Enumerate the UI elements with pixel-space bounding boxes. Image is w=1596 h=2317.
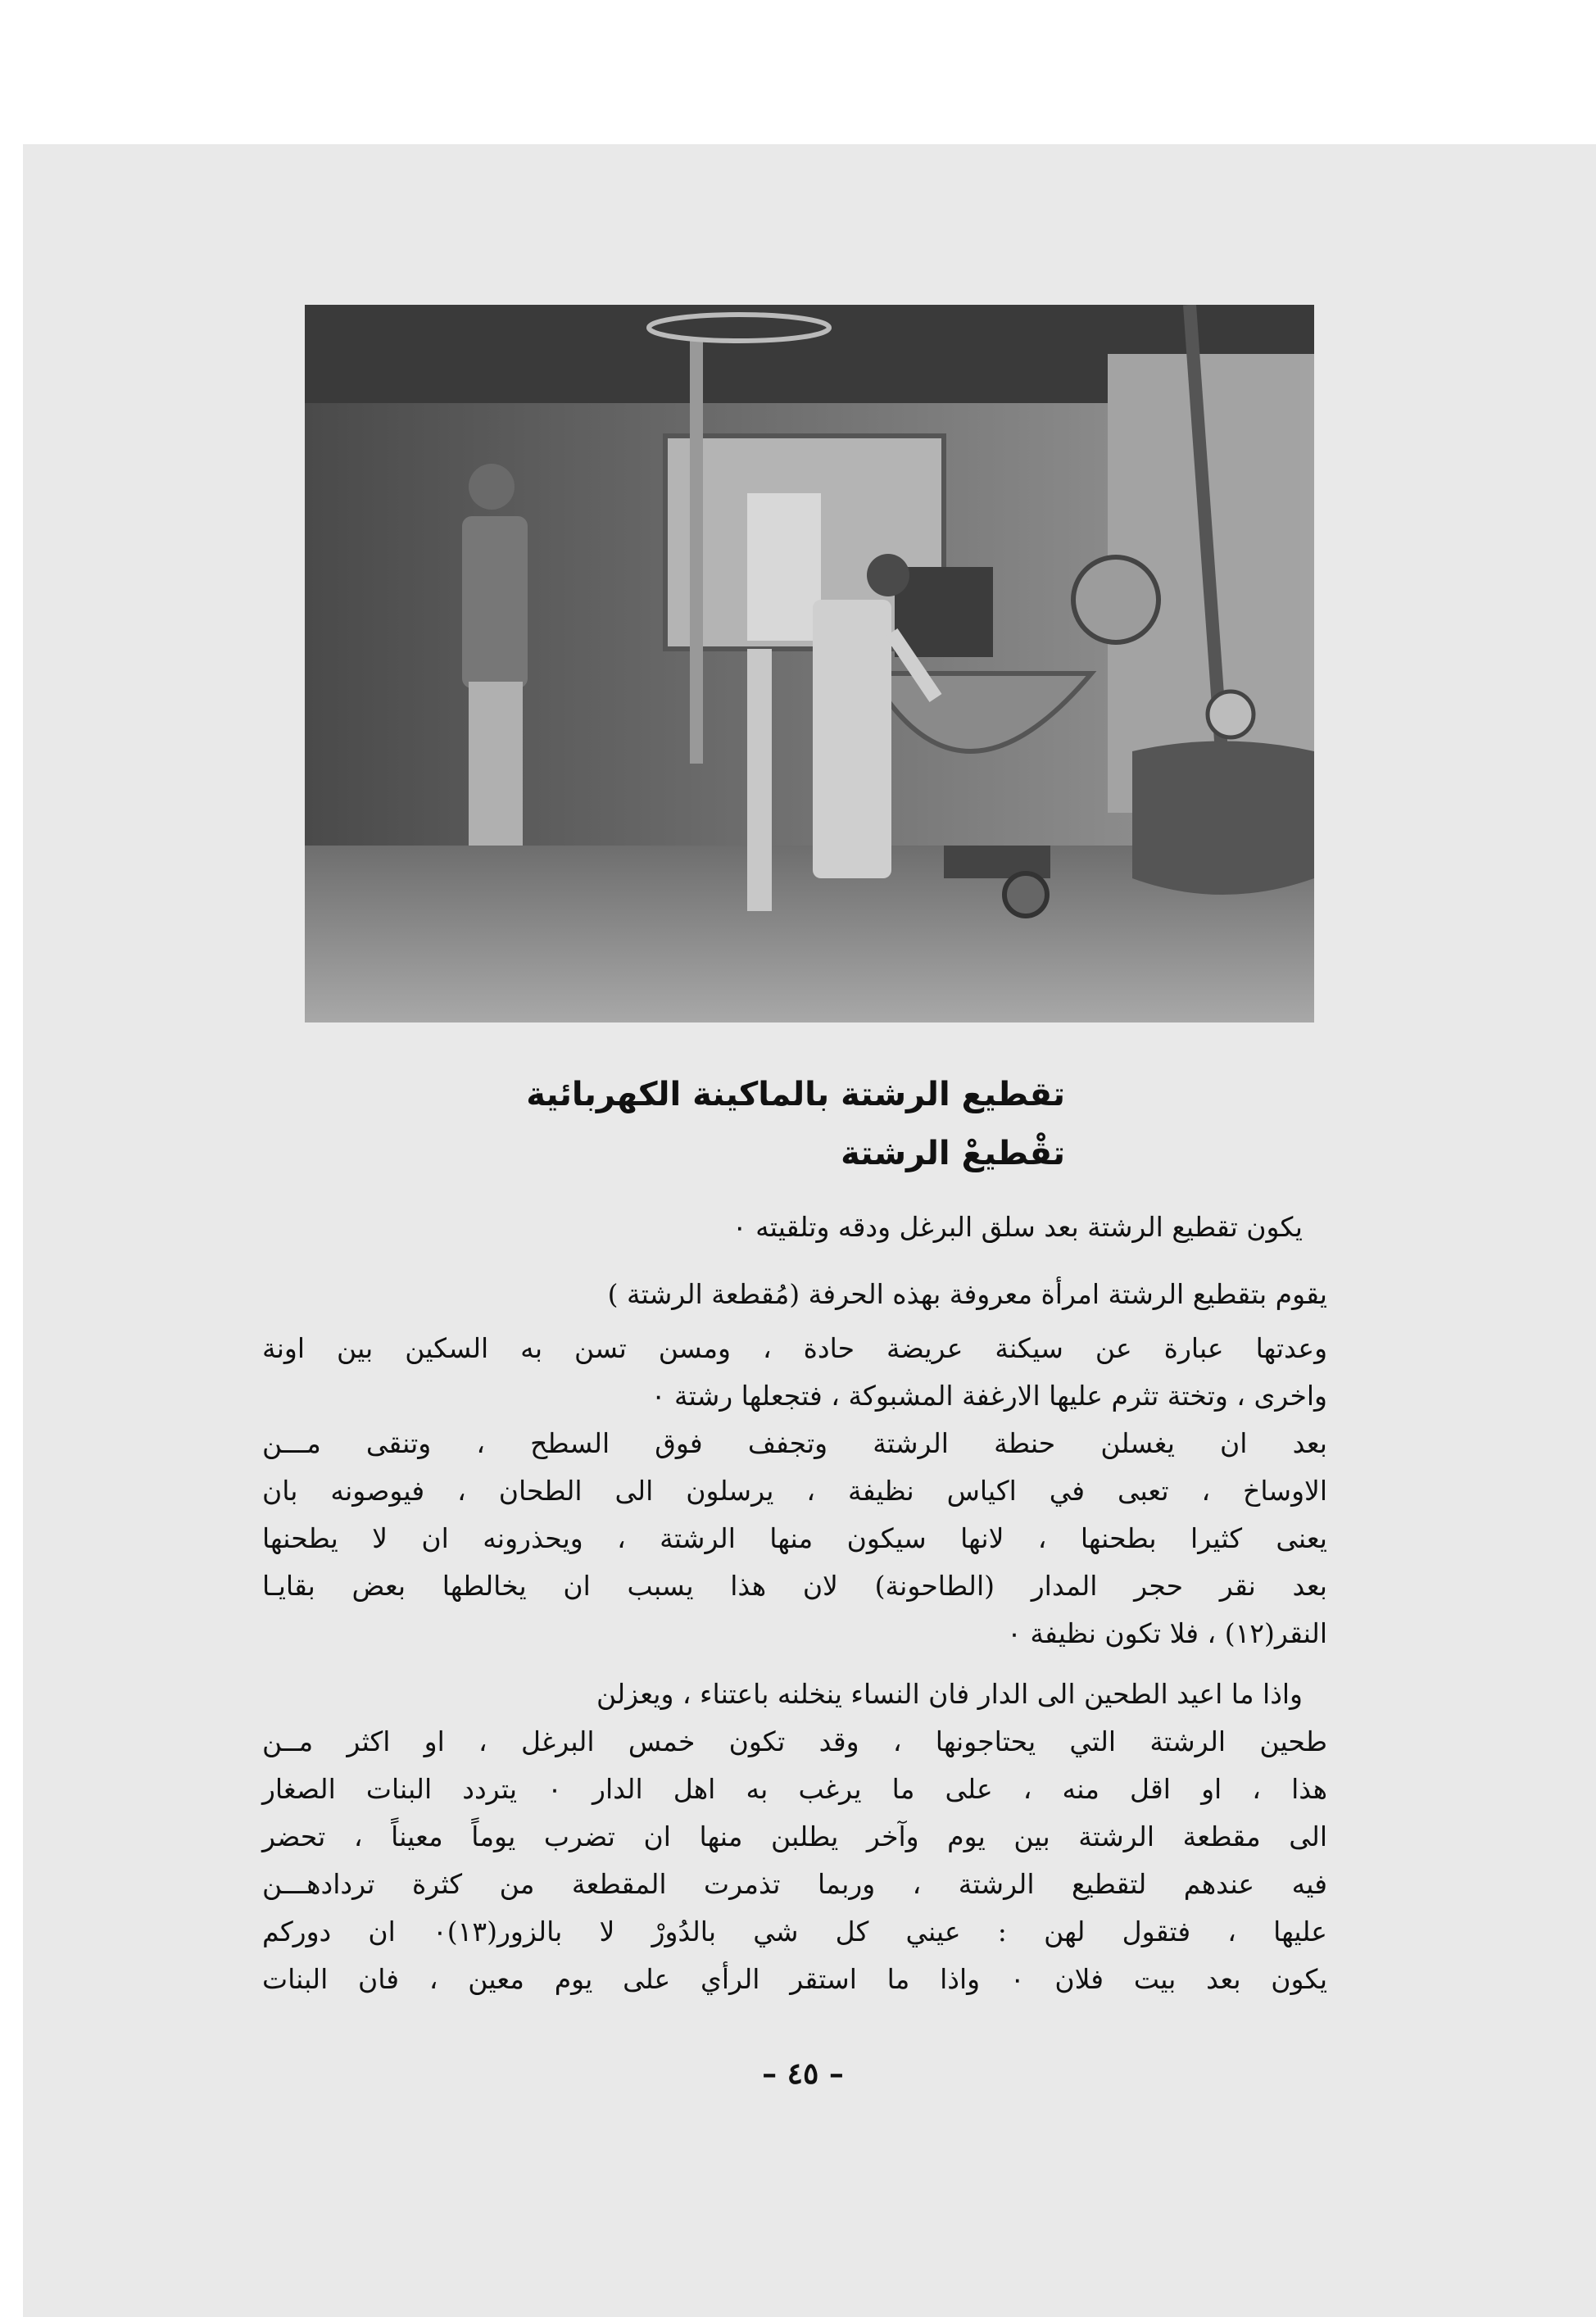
photo-electric-cutting-machine	[305, 305, 1314, 1022]
text-line: يكون بعد بيت فلان ٠ واذا ما استقر الرأي على يوم معين ، فان البنات	[262, 1963, 1328, 1995]
text-line: واذا ما اعيد الطحين الى الدار فان النساء ينخلنه باعتناء ، ويعزلن	[596, 1678, 1303, 1710]
page-number: – ٤٥ –	[762, 2056, 844, 2091]
text-line: فيه عندهم لتقطيع الرشتة ، وربما تذمرت المقطعة من كثرة ترداده‍ـــن	[262, 1868, 1327, 1900]
caption-title: تقطيع الرشتة بالماكينة الكهربائية	[526, 1076, 1065, 1113]
text-line: بعد نقر حجر المدار (الطاحونة) لان هذا يسبب ان يخالطها بعض بقايـا	[262, 1570, 1327, 1602]
text-line: عليها ، فتقول لهن : عيني كل شي بالدُورْ لا بالزور(١٣)٠ ان دوركم	[262, 1916, 1327, 1947]
text-line: يعنى كثيرا بطحنها ، لانها سيكون منها الرشتة ، ويحذرونه ان لا يطحنها	[262, 1522, 1327, 1554]
section-heading: تقْطيعْ الرشتة	[841, 1135, 1065, 1172]
text-line: بعد ان يغسلن حنطة الرشتة وتجفف فوق السطح ، وتنقى مـــن	[262, 1427, 1327, 1459]
text-line: يقوم بتقطيع الرشتة امرأة معروفة بهذه الحرفة (مُقطعة الرشتة )	[607, 1278, 1327, 1310]
text-line: وعدتها عبارة عن سيكنة عريضة حادة ، ومسن تسن به السكين بين اونة	[262, 1332, 1327, 1364]
text-line: واخرى ، وتختة تثرم عليها الارغفة المشبوكة ، فتجعلها رشتة ٠	[651, 1380, 1327, 1412]
text-line: النقر(١٢) ، فلا تكون نظيفة ٠	[1007, 1617, 1327, 1649]
text-line: الى مقطعة الرشتة بين يوم وآخر يطلبن منها ان تضرب يوماً معيناً ، تحضر	[262, 1820, 1327, 1852]
text-line: طحين الرشتة التي يحتاجونها ، وقد تكون خمس البرغل ، او اكثر مــن	[262, 1725, 1327, 1757]
text-line: الاوساخ ، تعبى في اكياس نظيفة ، يرسلون الى الطحان ، فيوصونه بان	[262, 1475, 1327, 1507]
text-line: يكون تقطيع الرشتة بعد سلق البرغل ودقه وتلقيته ٠	[732, 1211, 1303, 1243]
photo-illustration	[305, 305, 1314, 1022]
text-line: هذا ، او اقل منه ، على ما يرغب به اهل الدار ٠ يتردد البنات الصغار	[262, 1773, 1327, 1805]
